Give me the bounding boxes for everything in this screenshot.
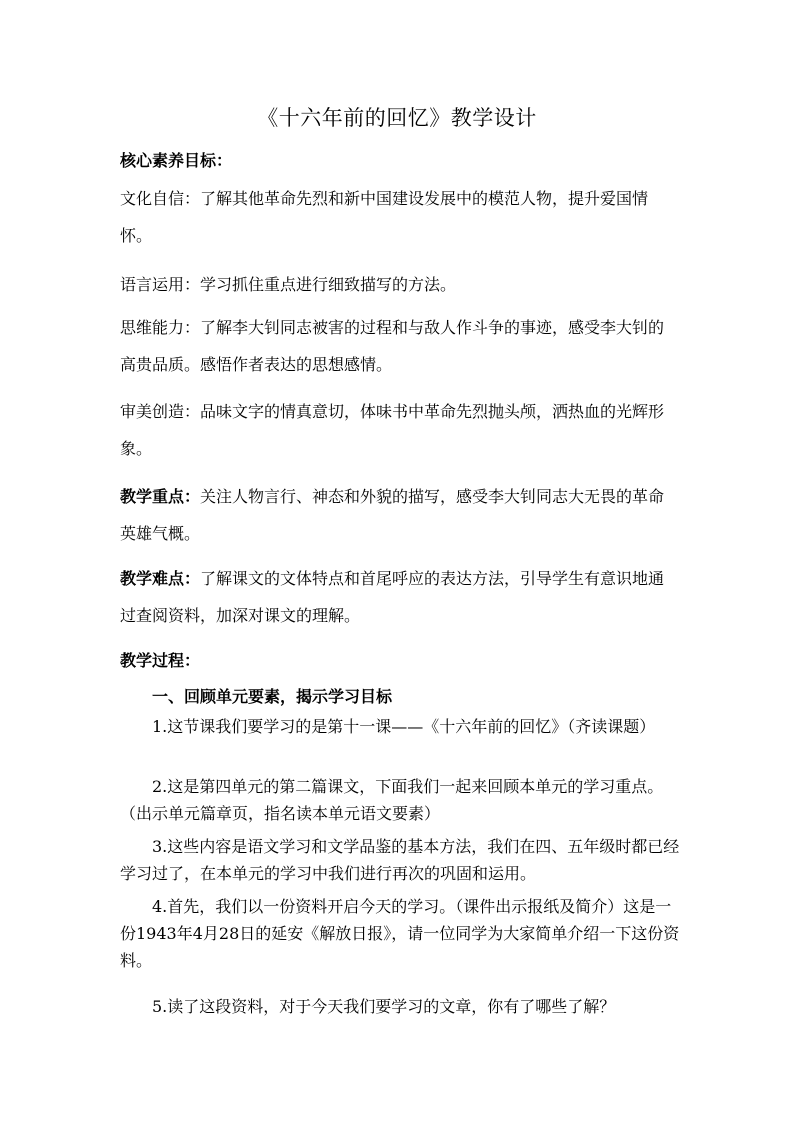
goal-culture-label: 文化自信： bbox=[120, 189, 201, 208]
goal-culture bbox=[120, 180, 680, 254]
goal-thinking-text: 了解李大钊同志被害的过程和与敌人作斗争的事迹，感受李大钊的高贵品质。感悟作者表达的思想感情。 bbox=[120, 318, 665, 374]
process-step-3: 3.这些内容是语文学习和文学品鉴的基本方法，我们在四、五年级时都已经学习过了，在本单元的学习中我们进行再次的巩固和运用。 bbox=[120, 837, 680, 883]
core-goals-heading: 核心素养目标： bbox=[120, 151, 233, 170]
process-step-2: 2.这是第四单元的第二篇课文，下面我们一起来回顾本单元的学习重点。（出示单元篇章页，指名读本单元语文要素） bbox=[120, 777, 664, 823]
goal-language-text: 学习抓住重点进行细致描写的方法。 bbox=[200, 275, 457, 294]
goal-language-label: 语言运用： bbox=[120, 275, 201, 294]
process-step-1: 1.这节课我们要学习的是第十一课——《十六年前的回忆》（齐读课题） bbox=[152, 717, 656, 736]
goal-aesthetic-text: 品味文字的情真意切，体味书中革命先烈抛头颅，洒热血的光辉形象。 bbox=[120, 402, 665, 458]
process-heading: 教学过程： bbox=[120, 651, 201, 670]
process-step-4: 4.首先，我们以一份资料开启今天的学习。（课件出示报纸及简介）这是一份1943年4月28日的延安《解放日报》，请一位同学为大家简单介绍一下这份资料。 bbox=[120, 897, 680, 970]
goal-culture-text: 了解其他革命先烈和新中国建设发展中的模范人物，提升爱国情怀。 bbox=[120, 189, 649, 245]
process-step-5: 5.读了这段资料，对于今天我们要学习的文章，你有了哪些了解？ bbox=[152, 997, 616, 1016]
document-title: 《十六年前的回忆》教学设计 bbox=[257, 106, 537, 130]
difficulty-label: 教学难点： bbox=[120, 569, 201, 588]
key-point bbox=[120, 478, 680, 552]
goal-language bbox=[120, 266, 680, 303]
key-point-text: 关注人物言行、神态和外貌的描写，感受李大钊同志大无畏的革命英雄气概。 bbox=[120, 487, 665, 543]
goal-thinking bbox=[120, 309, 680, 383]
difficulty-text: 了解课文的文体特点和首尾呼应的表达方法，引导学生有意识地通过查阅资料，加深对课文的理解。 bbox=[120, 569, 665, 625]
key-point-label: 教学重点： bbox=[120, 487, 201, 506]
section-1-title: 一、回顾单元要素，揭示学习目标 bbox=[152, 687, 393, 706]
difficulty bbox=[120, 560, 680, 634]
goal-aesthetic bbox=[120, 393, 680, 467]
goal-thinking-label: 思维能力： bbox=[120, 318, 201, 337]
goal-aesthetic-label: 审美创造： bbox=[120, 402, 201, 421]
